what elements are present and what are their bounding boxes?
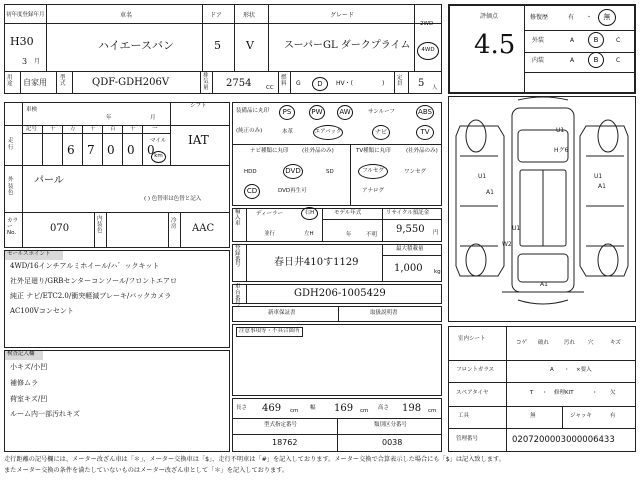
tools-value: 無 bbox=[530, 413, 536, 419]
equip-pw: PW bbox=[311, 108, 323, 116]
repair-none-circle bbox=[598, 9, 616, 26]
car-name: ハイエースバン bbox=[98, 39, 175, 52]
mileage-km-circle bbox=[151, 151, 166, 163]
spare-tire-missing: 欠 bbox=[610, 390, 616, 396]
nav-dvd-circle bbox=[283, 164, 303, 179]
shaken-label: 車検 bbox=[26, 107, 38, 113]
windshield-a: A bbox=[550, 367, 554, 373]
interior-a: A bbox=[570, 57, 575, 64]
damage-mark-9: Hグ6 bbox=[554, 147, 569, 154]
equip-abs: ABS bbox=[418, 108, 432, 116]
fuel-hv: HV・( bbox=[336, 80, 353, 87]
inspector-note-1: 小キズ/小凹 bbox=[10, 363, 48, 371]
digit-label-100: 百 bbox=[110, 126, 116, 132]
nav-dvd-playback: DVD再生可 bbox=[278, 188, 307, 194]
equipment-label: 装備品に丸印 bbox=[236, 108, 270, 114]
first-reg-label: 初年度登録年月 bbox=[6, 12, 45, 18]
fuel-g: G bbox=[296, 80, 301, 87]
door-count: 5 bbox=[214, 39, 221, 52]
two-wd-label: 2WD bbox=[420, 21, 434, 27]
interior-label: 内装 bbox=[532, 57, 545, 64]
capacity-unit: 人 bbox=[432, 85, 438, 91]
shift-label: シフト bbox=[190, 103, 207, 109]
score-label: 評価点 bbox=[480, 13, 499, 20]
damage-mark-3: A1 bbox=[486, 189, 494, 196]
exterior-b: B bbox=[593, 35, 599, 44]
digit-label-symbol: 記号 bbox=[26, 126, 38, 132]
max-load-value: 1,000 bbox=[394, 263, 423, 274]
exterior-c: C bbox=[616, 37, 621, 44]
jack-label: ジャッキ bbox=[570, 413, 592, 419]
nav-hdd: HDD bbox=[244, 169, 257, 175]
management-value: 0207200003000006433 bbox=[512, 435, 615, 445]
mileage-digit-5: 0 bbox=[147, 143, 155, 157]
grade-value: スーパーGL ダークプライム bbox=[284, 40, 411, 51]
model-year-unit: 年 bbox=[346, 232, 352, 238]
jack-value: 有 bbox=[610, 413, 616, 419]
height-label: 高さ bbox=[378, 405, 390, 411]
chassis-label: 車台番号 bbox=[235, 284, 241, 308]
steering-left: 左H bbox=[304, 231, 314, 237]
equip-airbag-circle bbox=[313, 125, 343, 140]
interior-color-label: 内装色 bbox=[97, 216, 103, 235]
exterior-label: 外装 bbox=[532, 37, 545, 44]
usage-label: 用途 bbox=[7, 75, 13, 88]
selling-point-4: AC100Vコンセント bbox=[10, 307, 74, 315]
selling-point-2: 社外足廻り/GRBセンターコンソール/フロントエアロ bbox=[10, 277, 178, 285]
color-change-note: ( ) 色替車は色替と記入 bbox=[144, 196, 202, 202]
model-value: QDF-GDH206V bbox=[92, 77, 170, 88]
equip-tv: TV bbox=[420, 128, 430, 136]
damage-mark-2: U1 bbox=[478, 173, 487, 180]
nav-type-title: ナビ種類に丸印 bbox=[250, 148, 289, 154]
digit-label-1: 一 bbox=[152, 126, 158, 132]
width-label: 幅 bbox=[310, 405, 316, 411]
model-label: 型式 bbox=[60, 75, 66, 88]
damage-mark-8: A1 bbox=[540, 281, 548, 288]
digit-label-10k: 万 bbox=[70, 126, 76, 132]
tools-label: 工具 bbox=[458, 413, 470, 419]
equip-navi-circle bbox=[372, 125, 390, 140]
equip-sunroof: サンルーフ bbox=[368, 109, 395, 115]
reg-month: 3 bbox=[22, 57, 28, 66]
shape-label: 形状 bbox=[243, 12, 256, 19]
equip-tv-circle bbox=[416, 125, 434, 140]
digit-label-1k: 千 bbox=[90, 126, 96, 132]
tv-type-title: TV種類に丸印 bbox=[356, 148, 391, 154]
interior-sheet-label: 室内シート bbox=[458, 336, 486, 342]
sheet-burn: コゲ bbox=[516, 340, 528, 346]
exterior-b-circle bbox=[588, 32, 604, 48]
equipment-sub-label: (純正のみ) bbox=[236, 128, 263, 134]
recycle-unit: 円 bbox=[433, 230, 439, 236]
four-wd-label: 4WD bbox=[421, 47, 435, 54]
footer-line-1: 走行距離の記号欄には、メーター改ざん車は「＊」、メーター交換車は「$」、走行不明車は「#」を記入しております。メーター交換で合算表示した場合にも「$」は記入致します。 bbox=[4, 456, 505, 463]
usage-value: 自家用 bbox=[23, 78, 47, 87]
exterior-color-value: パール bbox=[34, 175, 64, 186]
damage-mark-6: U1 bbox=[512, 225, 521, 232]
nav-cd: CD bbox=[246, 187, 258, 195]
length-unit: cm bbox=[290, 408, 299, 414]
docs-frame bbox=[232, 306, 442, 322]
repair-yes: 有 bbox=[568, 14, 575, 21]
nav-dvd: DVD bbox=[285, 167, 301, 175]
tv-analog: アナログ bbox=[362, 188, 385, 194]
four-wd-circle bbox=[417, 42, 439, 60]
width-unit: cm bbox=[360, 408, 369, 414]
owner-manual: 取扱説明書 bbox=[370, 310, 398, 316]
tv-type-note: (社外品のみ) bbox=[406, 148, 438, 154]
windshield-sep: ・ bbox=[564, 367, 570, 373]
length-label: 長さ bbox=[236, 405, 248, 411]
interior-b: B bbox=[593, 55, 599, 64]
windshield-label: フロントガラス bbox=[456, 367, 495, 373]
length-value: 469 bbox=[262, 403, 282, 414]
damage-mark-7: A1 bbox=[598, 183, 606, 190]
fuel-d: D bbox=[317, 79, 323, 88]
selling-points-label: セールスポイント bbox=[7, 251, 51, 257]
spare-tire-kit: 修理KIT bbox=[554, 390, 574, 396]
equip-pw-circle bbox=[309, 105, 325, 120]
vehicle-outline-diagram bbox=[448, 96, 636, 322]
tv-fullseg: フルセグ bbox=[362, 167, 384, 174]
equip-navi: ナビ bbox=[374, 128, 387, 136]
import-label: 輸入車 bbox=[235, 209, 241, 227]
ac-label: 冷房 bbox=[171, 218, 177, 231]
equip-abs-circle bbox=[416, 105, 434, 120]
grade-label: グレード bbox=[330, 12, 355, 19]
windshield-replace: ×要入 bbox=[576, 367, 592, 373]
spare-tire-sep2: ・ bbox=[592, 390, 598, 396]
model-year-unknown: 不明 bbox=[366, 232, 378, 238]
model-year-label: モデル年式 bbox=[334, 210, 362, 216]
steering-right-circle bbox=[301, 207, 318, 220]
max-load-unit: kg bbox=[434, 269, 441, 275]
new-car-warranty: 新車保証書 bbox=[268, 310, 296, 316]
management-label: 管理番号 bbox=[456, 436, 479, 442]
class-no-label: 類別区分番号 bbox=[374, 422, 408, 428]
type-no-label: 型式指定番号 bbox=[264, 422, 298, 428]
damage-mark-5: W2 bbox=[502, 241, 512, 248]
tv-oneseg: ワンセグ bbox=[404, 169, 427, 175]
equip-aw: AW bbox=[339, 108, 351, 116]
fuel-close: ) bbox=[382, 80, 385, 87]
equip-aw-circle bbox=[337, 105, 353, 120]
shaken-month: 月 bbox=[150, 115, 156, 121]
tv-fullseg-circle bbox=[358, 164, 388, 179]
width-value: 169 bbox=[334, 403, 354, 414]
capacity-label: 定員 bbox=[397, 75, 403, 88]
steering-right: 右H bbox=[304, 209, 315, 216]
plate-value: 春日井410す1129 bbox=[274, 257, 359, 268]
damage-mark-4: U1 bbox=[594, 173, 603, 180]
type-no-value: 18762 bbox=[272, 438, 298, 447]
sheet-scratch: キズ bbox=[610, 340, 621, 346]
import-dealer: ディーラー bbox=[256, 211, 284, 217]
plate-label: 登録番号 bbox=[235, 245, 241, 269]
digit-label-100k: 十 bbox=[50, 126, 56, 132]
height-value: 198 bbox=[402, 403, 422, 414]
nav-type-note: (社外品のみ) bbox=[302, 148, 334, 154]
repair-none: 無 bbox=[603, 13, 611, 21]
spare-tire-label: スペアタイヤ bbox=[456, 390, 489, 396]
import-parallel: 並行 bbox=[264, 231, 276, 237]
mileage-digit-3: 0 bbox=[107, 143, 115, 157]
body-shape: V bbox=[246, 39, 254, 52]
door-label: ドア bbox=[210, 12, 222, 19]
displacement-value: 2754 bbox=[226, 78, 252, 89]
spare-tire-t: T bbox=[530, 390, 534, 396]
color-no-value: 070 bbox=[50, 223, 70, 234]
reg-month-unit: 月 bbox=[34, 58, 41, 65]
repair-sep: ・ bbox=[586, 14, 593, 21]
equip-ps: PS bbox=[282, 108, 292, 116]
height-unit: cm bbox=[428, 408, 437, 414]
shaken-year: 年 bbox=[106, 115, 112, 121]
spare-tire-sep1: ・ bbox=[542, 390, 548, 396]
fuel-diesel-circle bbox=[312, 77, 328, 91]
equip-airbag: エアバック bbox=[314, 128, 342, 135]
mileage-digit-1: 6 bbox=[67, 143, 75, 157]
equip-leather: 本革 bbox=[282, 129, 294, 135]
displacement-unit: CC bbox=[266, 85, 274, 91]
max-load-label: 最大積載量 bbox=[396, 246, 424, 252]
selling-point-3: 純正 ナビ/ETC2.0/衝突軽減ブレーキ/バックカメラ bbox=[10, 292, 172, 300]
mileage-label: 走行 bbox=[8, 138, 14, 151]
sheet-hole: 穴 bbox=[588, 340, 594, 346]
selling-point-1: 4WD/16インチアルミホイール/ハ゛ックキット bbox=[10, 262, 160, 270]
recycle-label: リサイクル預託金 bbox=[386, 210, 430, 216]
car-name-label: 車名 bbox=[120, 12, 133, 19]
sheet-stain: 汚れ bbox=[564, 340, 576, 346]
mileage-unit-mile: マイル bbox=[150, 138, 167, 144]
mileage-unit-km: km bbox=[154, 153, 163, 160]
displacement-label: 排気量 bbox=[203, 73, 209, 91]
score-value: 4.5 bbox=[474, 30, 516, 60]
notes-label: 注意事項等・不具合箇所 bbox=[236, 327, 303, 337]
nav-cd-circle bbox=[244, 184, 260, 199]
damage-mark-1: U1 bbox=[556, 127, 565, 134]
repair-label: 修復歴 bbox=[530, 14, 549, 21]
chassis-value: GDH206-1005429 bbox=[294, 288, 386, 299]
mileage-digit-4: 0 bbox=[127, 143, 135, 157]
inspector-note-2: 補修ムラ bbox=[10, 379, 38, 387]
sheet-tear: 破れ bbox=[538, 340, 550, 346]
inspector-notes-label: 検査記入欄 bbox=[7, 351, 35, 357]
exterior-color-label: 外装色 bbox=[8, 177, 14, 197]
fuel-label: 燃料 bbox=[281, 75, 287, 88]
interior-c: C bbox=[616, 57, 621, 64]
equip-ps-circle bbox=[279, 105, 295, 120]
recycle-value: 9,550 bbox=[396, 224, 425, 235]
digit-label-10: 十 bbox=[130, 126, 136, 132]
class-no-value: 0038 bbox=[382, 438, 403, 447]
inspector-note-3: 荷室キズ/凹 bbox=[10, 395, 48, 403]
shift-value: IAT bbox=[188, 133, 209, 147]
nav-sd: SD bbox=[326, 169, 334, 175]
reg-year: H30 bbox=[10, 35, 34, 48]
exterior-a: A bbox=[570, 37, 575, 44]
ac-value: AAC bbox=[192, 223, 215, 234]
inspector-note-4: ルーム内一部汚れキズ bbox=[10, 410, 80, 418]
capacity-value: 5 bbox=[418, 78, 425, 89]
mileage-digit-2: 7 bbox=[87, 143, 95, 157]
color-no-label: カラーNo. bbox=[7, 218, 19, 237]
interior-b-circle bbox=[588, 52, 604, 68]
footer-line-2: またメーター交換の条件を満たしていないものはメーター改ざん車として「＊」を記入しております。 bbox=[4, 467, 289, 474]
